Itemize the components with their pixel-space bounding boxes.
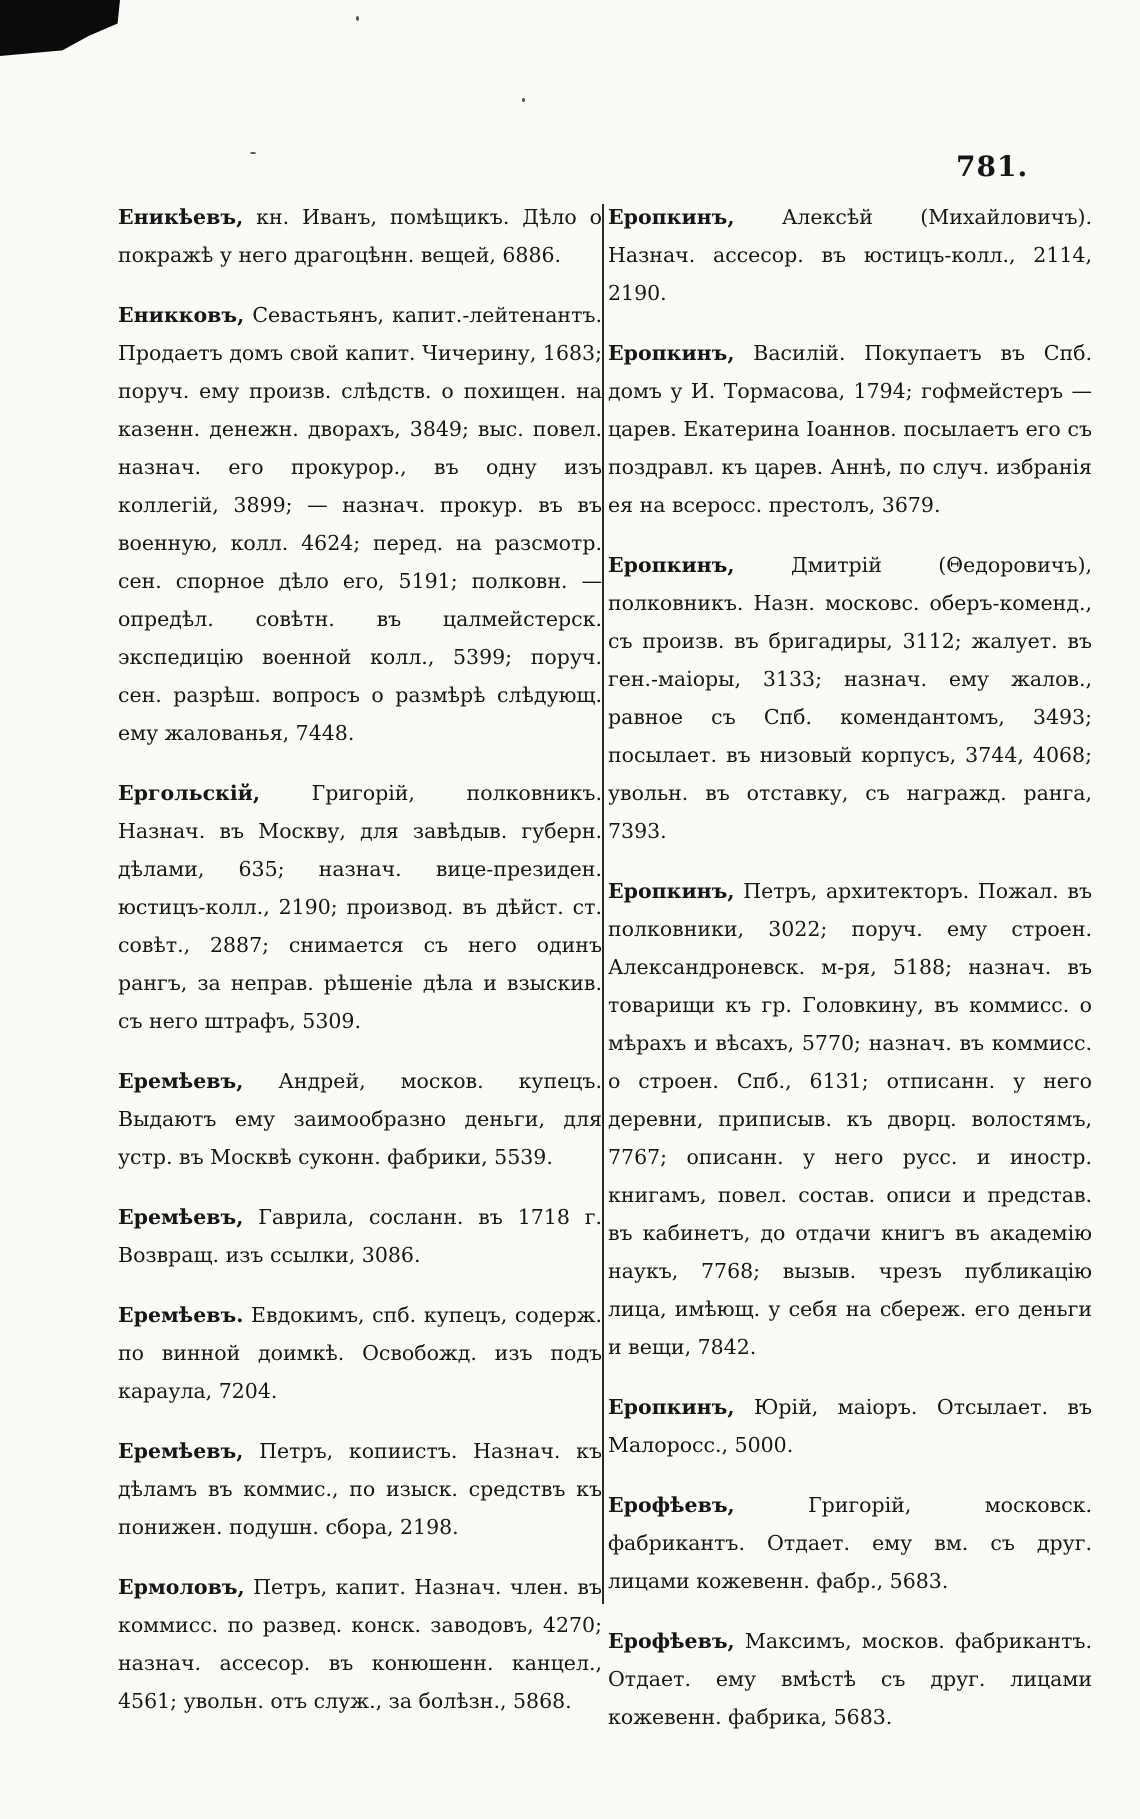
entry: [608, 1388, 1092, 1464]
entry: [608, 198, 1092, 312]
entry-text: Петръ, архитекторъ. Пожал. въ полковники, 3022; поруч. ему строен. Александроневск. м-ря, 5188; назнач. въ товарищи къ гр. Головкину, въ коммисс. о мѣрахъ и вѣсахъ, 5770; назнач. въ коммисс. о строен. Спб., 6131; отписанн. у него деревни, приписыв. къ дворц. волостямъ, 7767; описанн. у него русс. и иностр. книгамъ, повел. состав. описи и представ. въ кабинетъ, до отдачи книгъ въ академію наукъ, 7768; вызыв. чрезъ публикацію лица, имѣющ. у себя на сбереж. его деньги и вещи, 7842.: [608, 879, 1092, 1359]
entry-name: Еропкинъ,: [608, 1395, 735, 1419]
entry-name: Ерофѣевъ,: [608, 1629, 735, 1653]
entry-name: Еропкинъ,: [608, 879, 735, 903]
entry-name: Еропкинъ,: [608, 205, 735, 229]
left-column: [118, 198, 602, 1742]
entry: [118, 774, 602, 1040]
entry-text: Григорій, полковникъ. Назнач. въ Москву, для завѣдыв. губерн. дѣлами, 635; назнач. вице-президен. юстицъ-колл., 2190; производ. въ дѣйст. ст. совѣт., 2887; снимается съ него одинъ рангъ, за неправ. рѣшеніе дѣла и взыскив. съ него штрафъ, 5309.: [118, 781, 602, 1033]
entry-text: кн. Иванъ, помѣщикъ. Дѣло о покражѣ у него драгоцѣнн. вещей, 6886.: [118, 205, 602, 267]
paper-speck: [356, 16, 359, 21]
entry: [608, 872, 1092, 1366]
entry: [608, 1622, 1092, 1736]
entry-text: Юрій, маіоръ. Отсылает. въ Малоросс., 5000.: [608, 1395, 1092, 1457]
entry-name: Еропкинъ,: [608, 341, 735, 365]
paper-speck: [522, 98, 525, 102]
entry-text: Гаврила, сосланн. въ 1718 г. Возвращ. изъ ссылки, 3086.: [118, 1205, 602, 1267]
entry-text: Алексѣй (Михайловичъ). Назнач. ассесор. въ юстицъ-колл., 2114, 2190.: [608, 205, 1092, 305]
entry-name: Ергольскій,: [118, 781, 260, 805]
entry-text: Максимъ, москов. фабрикантъ. Отдает. ему вмѣстѣ съ друг. лицами кожевенн. фабрика, 5683.: [608, 1629, 1092, 1729]
entry-text: Андрей, москов. купецъ. Выдаютъ ему заимообразно деньги, для устр. въ Москвѣ суконн. фабрики, 5539.: [118, 1069, 602, 1169]
entry-text: Петръ, копиистъ. Назнач. къ дѣламъ въ коммис., по изыск. средствъ къ понижен. подушн. сбора, 2198.: [118, 1439, 602, 1539]
column-divider: [602, 204, 604, 1604]
entry-text: Дмитрій (Θедоровичъ), полковникъ. Назн. московс. оберъ-коменд., съ произв. въ бригадиры, 3112; жалует. въ ген.-маіоры, 3133; назнач. ему жалов., равное съ Спб. комендантомъ, 3493; посылает. въ низовый корпусъ, 3744, 4068; увольн. въ отставку, съ награжд. ранга, 7393.: [608, 553, 1092, 843]
entry: [608, 546, 1092, 850]
entry: [118, 198, 602, 274]
paper-speck: [250, 152, 256, 154]
entry: [118, 1062, 602, 1176]
entry-name: Еремѣевъ,: [118, 1439, 244, 1463]
entry-name: Еремѣевъ.: [118, 1303, 244, 1327]
right-column: [608, 198, 1092, 1758]
entry-name: Ерофѣевъ,: [608, 1493, 735, 1517]
entry: [608, 334, 1092, 524]
entry-name: Еремѣевъ,: [118, 1069, 244, 1093]
page-number: 781.: [956, 150, 1029, 183]
entry: [118, 1296, 602, 1410]
entry-text: Евдокимъ, спб. купецъ, содерж. по винной доимкѣ. Освобожд. изъ подъ караула, 7204.: [118, 1303, 602, 1403]
ink-blot: [0, 0, 120, 56]
entry: [118, 1432, 602, 1546]
entry-name: Ермоловъ,: [118, 1575, 245, 1599]
entry-name: Еникѣевъ,: [118, 205, 244, 229]
entry-text: Петръ, капит. Назнач. член. въ коммисс. по развед. конск. заводовъ, 4270; назнач. ассесор. въ конюшенн. канцел., 4561; увольн. отъ служ., за болѣзн., 5868.: [118, 1575, 602, 1713]
entry-name: Еремѣевъ,: [118, 1205, 244, 1229]
entry: [118, 296, 602, 752]
entry: [608, 1486, 1092, 1600]
entry-name: Еропкинъ,: [608, 553, 735, 577]
entry-name: Еникковъ,: [118, 303, 245, 327]
entry-text: Василій. Покупаетъ въ Спб. домъ у И. Тормасова, 1794; гофмейстеръ — царев. Екатерина Іоаннов. посылаетъ его съ поздравл. къ царев. Аннѣ, по случ. избранія ея на всеросс. престолъ, 3679.: [608, 341, 1092, 517]
entry: [118, 1568, 602, 1720]
entry-text: Григорій, московск. фабрикантъ. Отдает. ему вм. съ друг. лицами кожевенн. фабр., 5683.: [608, 1493, 1092, 1593]
entry: [118, 1198, 602, 1274]
entry-text: Севастьянъ, капит.-лейтенантъ. Продаетъ домъ свой капит. Чичерину, 1683; поруч. ему произв. слѣдств. о похищен. на казенн. денежн. дворахъ, 3849; выс. повел. назнач. его прокурор., въ одну изъ коллегій, 3899; — назнач. прокур. въ въ военную, колл. 4624; перед. на разсмотр. сен. спорное дѣло его, 5191; полковн. — опредѣл. совѣтн. въ цалмейстерск. экспедицію военной колл., 5399; поруч. сен. разрѣш. вопросъ о размѣрѣ слѣдующ. ему жалованья, 7448.: [118, 303, 602, 745]
